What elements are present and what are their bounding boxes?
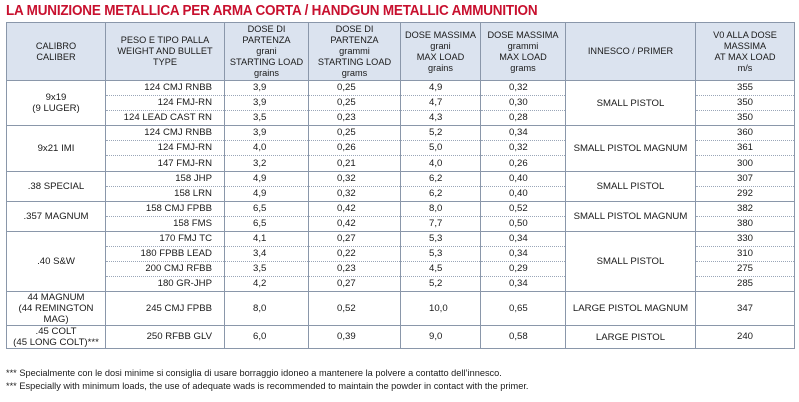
max-grams-cell: 0,29 xyxy=(481,262,566,277)
caliber-cell: .357 MAGNUM xyxy=(7,201,106,231)
caliber-cell: 9x19 (9 LUGER) xyxy=(7,81,106,126)
caliber-cell: .45 COLT (45 LONG COLT)*** xyxy=(7,326,106,349)
velocity-cell: 285 xyxy=(696,277,795,292)
footnote-italian: *** Specialmente con le dosi minime si consiglia di usare borraggio idoneo a mantenere la polvere a contatto dell’innesco. xyxy=(6,368,502,379)
max-grams-cell: 0,30 xyxy=(481,96,566,111)
table-row xyxy=(7,292,795,326)
col-header-max-grains: DOSE MASSIMA grani MAX LOAD grains xyxy=(401,23,481,81)
max-grains-cell: 9,0 xyxy=(401,326,481,349)
bullet-cell: 124 FMJ-RN xyxy=(106,96,225,111)
velocity-cell: 360 xyxy=(696,126,795,141)
primer-cell: SMALL PISTOL xyxy=(566,231,696,291)
max-grams-cell: 0,34 xyxy=(481,231,566,246)
bullet-cell: 158 FMS xyxy=(106,216,225,231)
start-grains-cell: 8,0 xyxy=(225,292,309,326)
start-grams-cell: 0,27 xyxy=(309,277,401,292)
max-grams-cell: 0,65 xyxy=(481,292,566,326)
max-grams-cell: 0,58 xyxy=(481,326,566,349)
caliber-cell: 44 MAGNUM (44 REMINGTON MAG) xyxy=(7,292,106,326)
max-grams-cell: 0,34 xyxy=(481,126,566,141)
max-grams-cell: 0,40 xyxy=(481,171,566,186)
max-grams-cell: 0,52 xyxy=(481,201,566,216)
velocity-cell: 310 xyxy=(696,247,795,262)
start-grams-cell: 0,52 xyxy=(309,292,401,326)
max-grains-cell: 6,2 xyxy=(401,171,481,186)
table-row xyxy=(7,201,795,216)
bullet-cell: 180 GR-JHP xyxy=(106,277,225,292)
max-grains-cell: 5,2 xyxy=(401,277,481,292)
start-grams-cell: 0,22 xyxy=(309,247,401,262)
max-grains-cell: 10,0 xyxy=(401,292,481,326)
bullet-cell: 158 CMJ FPBB xyxy=(106,201,225,216)
caliber-cell: 9x21 IMI xyxy=(7,126,106,171)
ammunition-table xyxy=(6,22,795,349)
max-grains-cell: 6,2 xyxy=(401,186,481,201)
max-grams-cell: 0,28 xyxy=(481,111,566,126)
start-grains-cell: 4,9 xyxy=(225,186,309,201)
velocity-cell: 330 xyxy=(696,231,795,246)
max-grams-cell: 0,34 xyxy=(481,277,566,292)
table-row xyxy=(7,81,795,96)
col-header-start-grams: DOSE DI PARTENZA grammi STARTING LOAD grams xyxy=(309,23,401,81)
max-grains-cell: 4,9 xyxy=(401,81,481,96)
start-grains-cell: 3,5 xyxy=(225,111,309,126)
max-grains-cell: 5,2 xyxy=(401,126,481,141)
velocity-cell: 240 xyxy=(696,326,795,349)
start-grams-cell: 0,21 xyxy=(309,156,401,171)
bullet-cell: 124 CMJ RNBB xyxy=(106,126,225,141)
table-body xyxy=(7,81,795,349)
max-grains-cell: 4,0 xyxy=(401,156,481,171)
max-grams-cell: 0,50 xyxy=(481,216,566,231)
table-row xyxy=(7,231,795,246)
velocity-cell: 275 xyxy=(696,262,795,277)
velocity-cell: 300 xyxy=(696,156,795,171)
velocity-cell: 355 xyxy=(696,81,795,96)
start-grains-cell: 6,0 xyxy=(225,326,309,349)
start-grains-cell: 4,2 xyxy=(225,277,309,292)
start-grams-cell: 0,23 xyxy=(309,262,401,277)
primer-cell: LARGE PISTOL xyxy=(566,326,696,349)
velocity-cell: 382 xyxy=(696,201,795,216)
start-grains-cell: 6,5 xyxy=(225,201,309,216)
max-grains-cell: 8,0 xyxy=(401,201,481,216)
start-grams-cell: 0,27 xyxy=(309,231,401,246)
start-grams-cell: 0,39 xyxy=(309,326,401,349)
start-grains-cell: 4,9 xyxy=(225,171,309,186)
start-grams-cell: 0,32 xyxy=(309,171,401,186)
start-grains-cell: 3,9 xyxy=(225,126,309,141)
max-grains-cell: 4,5 xyxy=(401,262,481,277)
start-grams-cell: 0,26 xyxy=(309,141,401,156)
bullet-cell: 250 RFBB GLV xyxy=(106,326,225,349)
max-grams-cell: 0,34 xyxy=(481,247,566,262)
primer-cell: LARGE PISTOL MAGNUM xyxy=(566,292,696,326)
bullet-cell: 124 CMJ RNBB xyxy=(106,81,225,96)
start-grams-cell: 0,23 xyxy=(309,111,401,126)
col-header-velocity: V0 ALLA DOSE MASSIMA AT MAX LOAD m/s xyxy=(696,23,795,81)
max-grams-cell: 0,40 xyxy=(481,186,566,201)
start-grains-cell: 4,0 xyxy=(225,141,309,156)
table-row xyxy=(7,326,795,349)
velocity-cell: 347 xyxy=(696,292,795,326)
start-grains-cell: 3,4 xyxy=(225,247,309,262)
velocity-cell: 350 xyxy=(696,111,795,126)
max-grains-cell: 4,7 xyxy=(401,96,481,111)
col-header-bullet: PESO E TIPO PALLA WEIGHT AND BULLET TYPE xyxy=(106,23,225,81)
col-header-start-grains: DOSE DI PARTENZA grani STARTING LOAD grains xyxy=(225,23,309,81)
start-grams-cell: 0,25 xyxy=(309,96,401,111)
max-grams-cell: 0,32 xyxy=(481,81,566,96)
start-grains-cell: 3,5 xyxy=(225,262,309,277)
bullet-cell: 147 FMJ-RN xyxy=(106,156,225,171)
start-grains-cell: 6,5 xyxy=(225,216,309,231)
bullet-cell: 180 FPBB LEAD xyxy=(106,247,225,262)
bullet-cell: 158 LRN xyxy=(106,186,225,201)
max-grams-cell: 0,26 xyxy=(481,156,566,171)
max-grains-cell: 5,3 xyxy=(401,231,481,246)
bullet-cell: 170 FMJ TC xyxy=(106,231,225,246)
velocity-cell: 307 xyxy=(696,171,795,186)
bullet-cell: 124 LEAD CAST RN xyxy=(106,111,225,126)
col-header-max-grams: DOSE MASSIMA grammi MAX LOAD grams xyxy=(481,23,566,81)
bullet-cell: 124 FMJ-RN xyxy=(106,141,225,156)
bullet-cell: 245 CMJ FPBB xyxy=(106,292,225,326)
document-title: LA MUNIZIONE METALLICA PER ARMA CORTA / HANDGUN METALLIC AMMUNITION xyxy=(6,3,538,19)
start-grains-cell: 4,1 xyxy=(225,231,309,246)
table-row xyxy=(7,126,795,141)
start-grains-cell: 3,9 xyxy=(225,96,309,111)
start-grams-cell: 0,42 xyxy=(309,216,401,231)
start-grains-cell: 3,2 xyxy=(225,156,309,171)
start-grains-cell: 3,9 xyxy=(225,81,309,96)
bullet-cell: 200 CMJ RFBB xyxy=(106,262,225,277)
col-header-primer: INNESCO / PRIMER xyxy=(566,23,696,81)
caliber-cell: .40 S&W xyxy=(7,231,106,291)
max-grains-cell: 7,7 xyxy=(401,216,481,231)
max-grams-cell: 0,32 xyxy=(481,141,566,156)
table-header-row xyxy=(7,23,795,81)
max-grains-cell: 5,3 xyxy=(401,247,481,262)
velocity-cell: 292 xyxy=(696,186,795,201)
velocity-cell: 350 xyxy=(696,96,795,111)
primer-cell: SMALL PISTOL xyxy=(566,171,696,201)
primer-cell: SMALL PISTOL MAGNUM xyxy=(566,126,696,171)
velocity-cell: 361 xyxy=(696,141,795,156)
bullet-cell: 158 JHP xyxy=(106,171,225,186)
footnote-english: *** Especially with minimum loads, the use of adequate wads is recommended to maintain the powder in contact with the primer. xyxy=(6,381,529,392)
start-grams-cell: 0,25 xyxy=(309,81,401,96)
primer-cell: SMALL PISTOL MAGNUM xyxy=(566,201,696,231)
start-grams-cell: 0,25 xyxy=(309,126,401,141)
footnotes xyxy=(6,367,545,393)
start-grams-cell: 0,32 xyxy=(309,186,401,201)
col-header-caliber: CALIBRO CALIBER xyxy=(7,23,106,81)
max-grains-cell: 5,0 xyxy=(401,141,481,156)
caliber-cell: .38 SPECIAL xyxy=(7,171,106,201)
max-grains-cell: 4,3 xyxy=(401,111,481,126)
table-row xyxy=(7,171,795,186)
start-grams-cell: 0,42 xyxy=(309,201,401,216)
velocity-cell: 380 xyxy=(696,216,795,231)
primer-cell: SMALL PISTOL xyxy=(566,81,696,126)
